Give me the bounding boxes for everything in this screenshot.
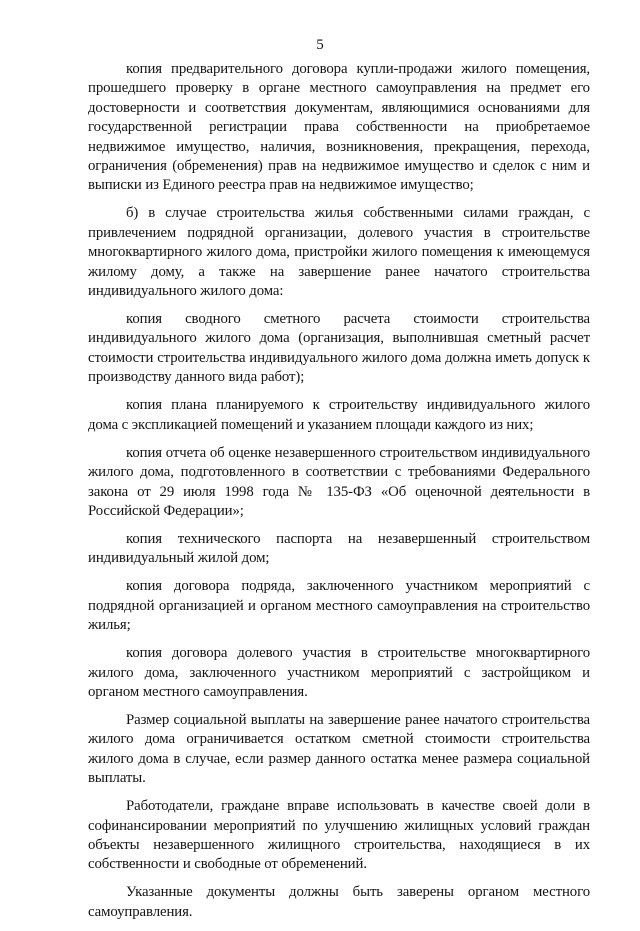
page-number: 5 xyxy=(316,37,324,53)
paragraph-shared-construction-copy: копия договора долевого участия в строительстве многоквартирного жилого дома, заключенного участником мероприятий с застройщиком и органом местного самоуправления. xyxy=(88,645,590,700)
paragraph-technical-passport-copy: копия технического паспорта на незавершенный строительством индивидуальный жилой дом; xyxy=(88,530,590,567)
paragraph-valuation-report-copy: копия отчета об оценке незавершенного строительством индивидуального жилого дома, подготовленного в соответствии с требованиями Федерального закона от 29 июля 1998 года № 135-ФЗ «Об оценочной деятельности в Российской Федерации»; xyxy=(88,444,590,519)
paragraph-own-construction: б) в случае строительства жилья собственными силами граждан, с привлечением подрядной организации, долевого участия в строительстве многоквартирного жилого дома, пристройки жилого помещения к имеющемуся жилому дому, а также на завершение ранее начатого строительства индивидуального жилого дома: xyxy=(88,205,590,300)
paragraph-house-plan-copy: копия плана планируемого к строительству индивидуального жилого дома с экспликацией помещений и указанием площади каждого из них; xyxy=(88,397,590,433)
paragraph-preliminary-contract: копия предварительного договора купли-продажи жилого помещения, прошедшего проверку в органе местного самоуправления на предмет его достоверности и соответствия документам, являющимися основаниями для государственной регистрации права собственности на приобретаемое недвижимое имущество, наличия, возникновения, прекращения, перехода, ограничения (обременения) прав на недвижимое имущество и сделок с ним и выписки из Единого реестра прав на недвижимое имущество; xyxy=(88,61,590,194)
document-body xyxy=(88,60,590,931)
paragraph-social-payment-size: Размер социальной выплаты на завершение ранее начатого строительства жилого дома ограничивается остатком сметной стоимости строительства жилого дома в случае, если размер данного остатка менее размера социальной выплаты. xyxy=(88,711,590,787)
paragraph-contract-agreement-copy: копия договора подряда, заключенного участником мероприятий с подрядной организацией и органом местного самоуправления на строительство жилья; xyxy=(88,578,590,634)
paragraph-documents-certified: Указанные документы должны быть заверены органом местного самоуправления. xyxy=(88,884,590,920)
paragraph-estimate-copy: копия сводного сметного расчета стоимости строительства индивидуального жилого дома (организация, выполнившая сметный расчет стоимости строительства индивидуального жилого дома должна иметь допуск к производству данного вида работ); xyxy=(88,311,590,386)
paragraph-employers-share: Работодатели, граждане вправе использовать в качестве своей доли в софинансировании мероприятий по улучшению жилищных условий граждан объекты незавершенного жилищного строительства, находящиеся в их собственности и свободные от обременений. xyxy=(88,798,590,873)
